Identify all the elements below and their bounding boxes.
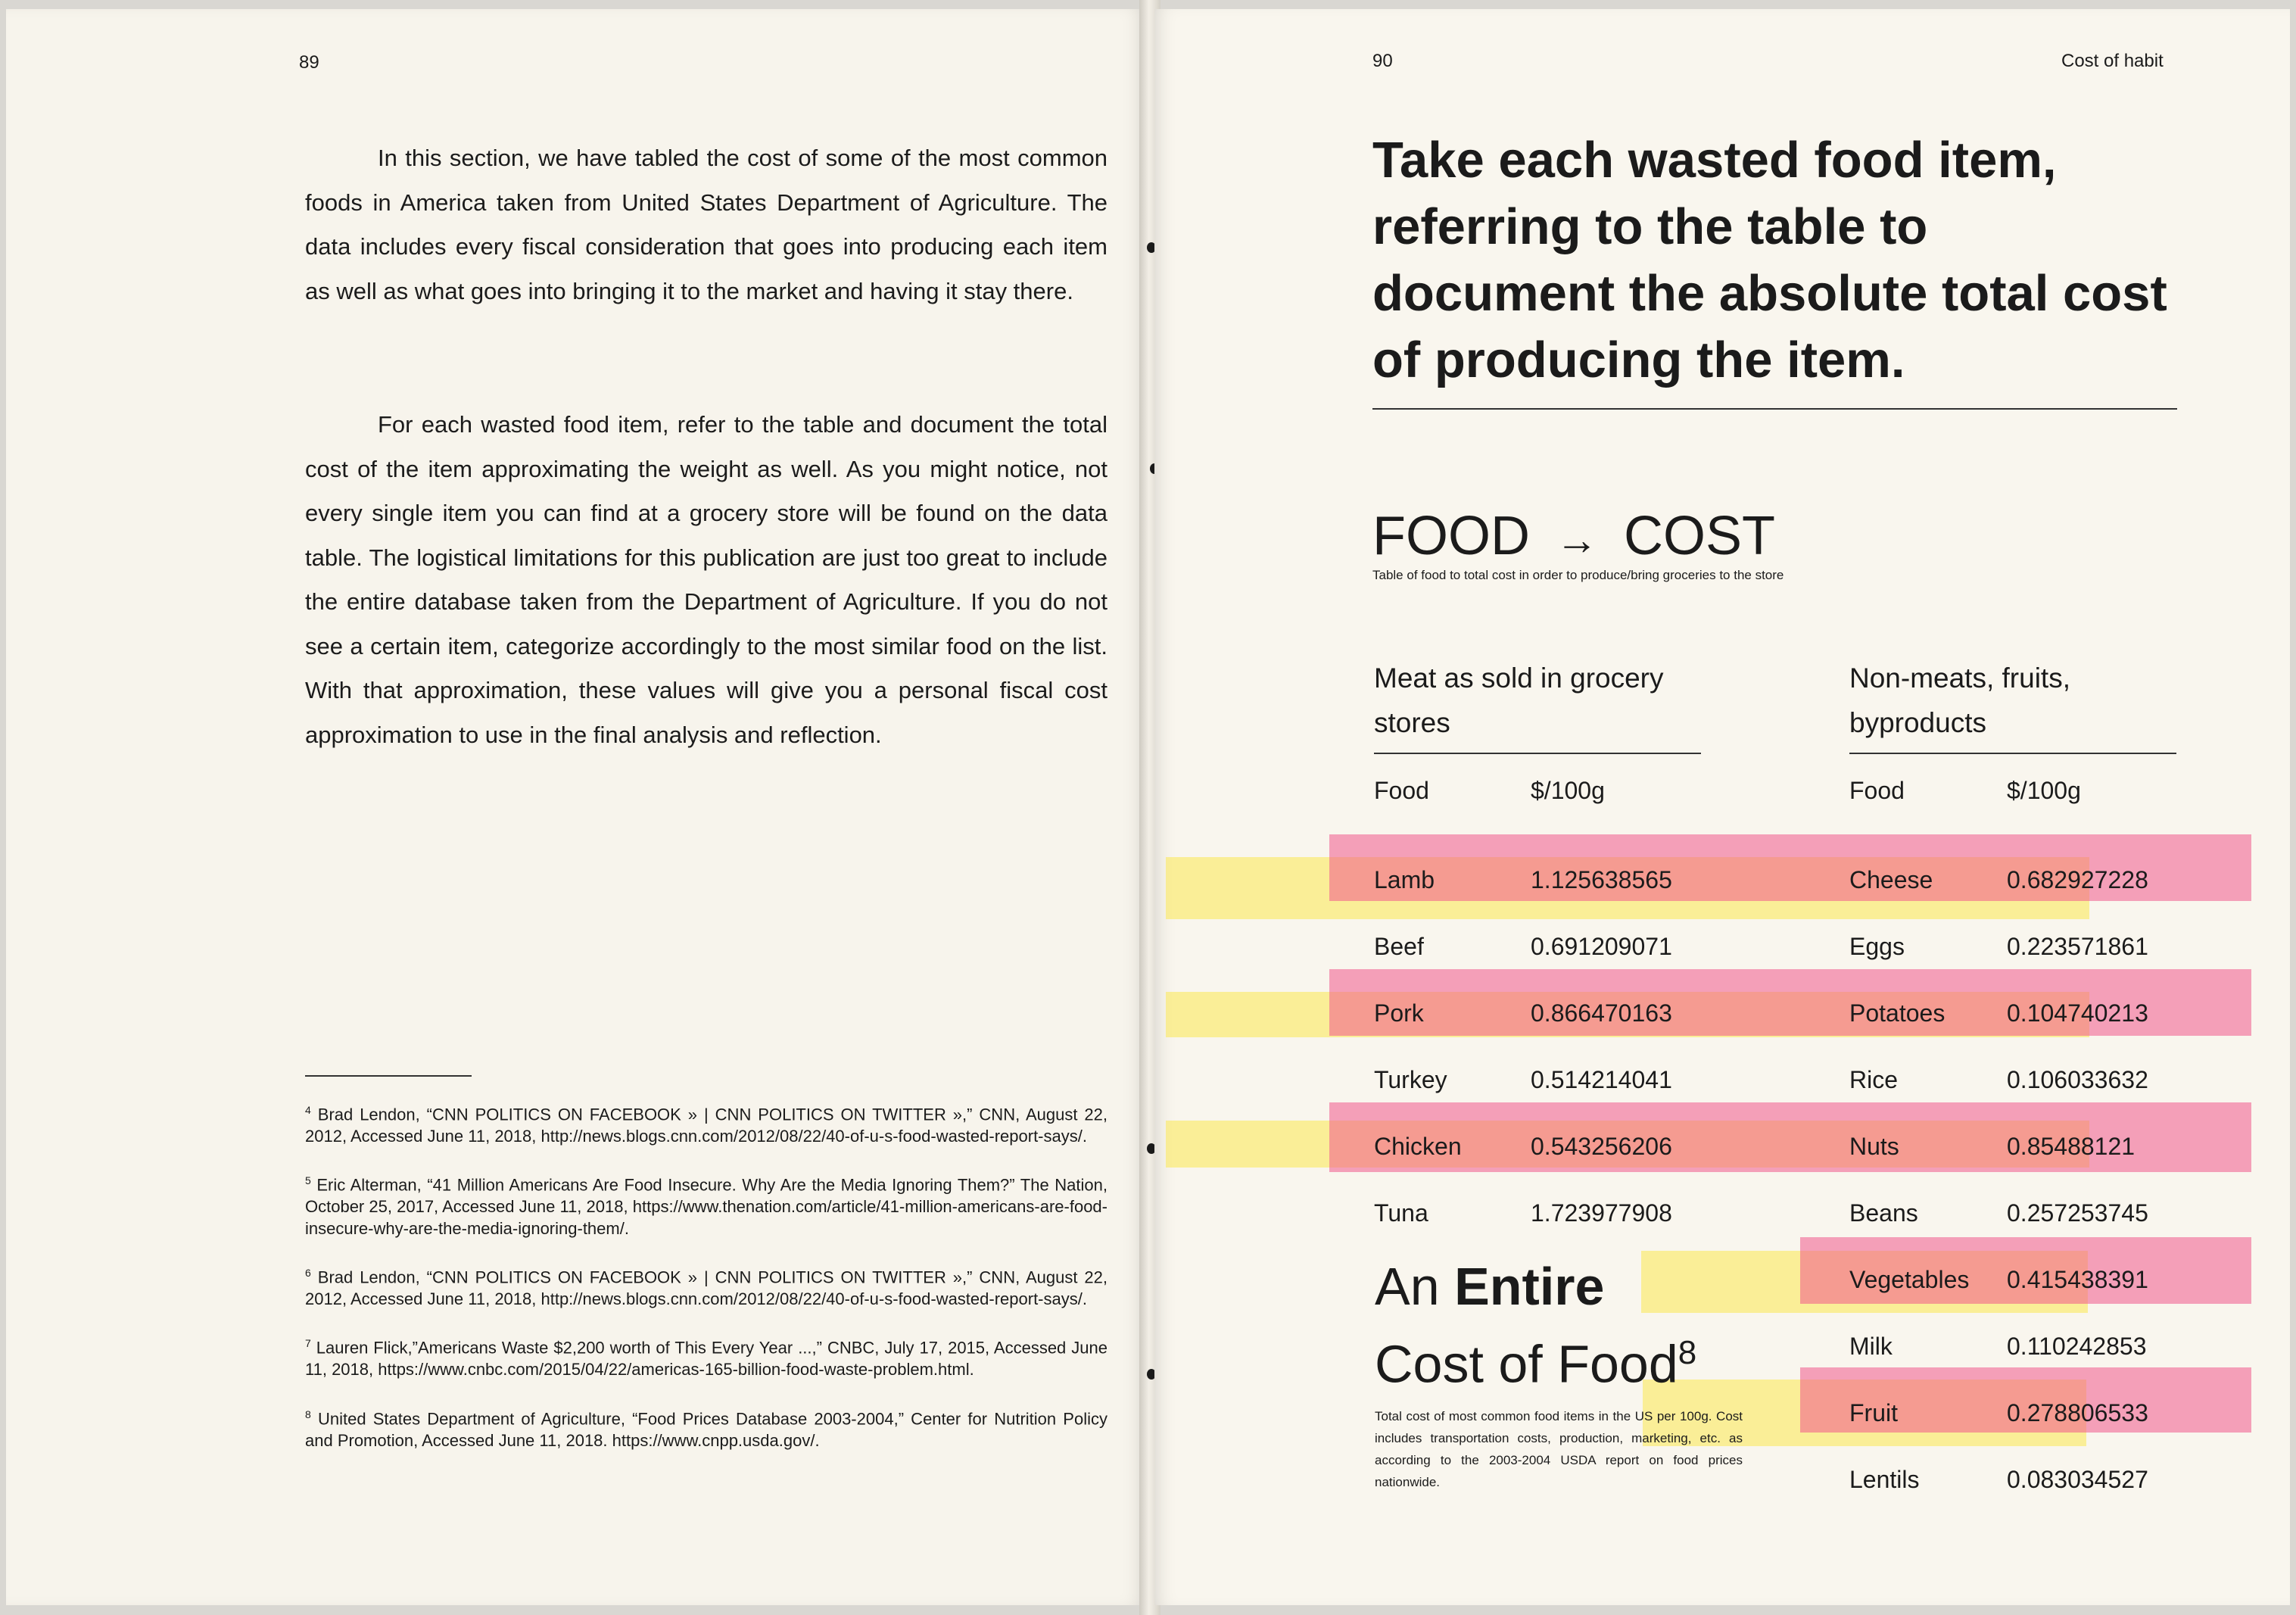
table-cell-price: 0.110242853 — [2007, 1333, 2147, 1360]
table-cell-food: Beef — [1374, 933, 1424, 960]
table-cell-food: Chicken — [1374, 1133, 1462, 1160]
footnote-number: 7 — [305, 1337, 311, 1350]
footnotes — [305, 1099, 1108, 1474]
table-cell-food: Tuna — [1374, 1199, 1428, 1227]
footnote — [305, 1404, 1108, 1451]
table-cell-food: Turkey — [1374, 1066, 1447, 1093]
table-title-food: FOOD — [1372, 506, 1530, 566]
entire-prefix: An — [1375, 1257, 1455, 1316]
footnote-text: Brad Lendon, “CNN POLITICS ON FACEBOOK » | CNN POLITICS ON TWITTER »,” CNN, August 22, 2012, Accessed June 11, 2018, http://news.blogs.cnn.com/2012/08/22/40-of-u-s-food-wasted-report-says/. — [305, 1267, 1108, 1308]
table-cell-food: Potatoes — [1849, 999, 1946, 1027]
table-cell-price: 0.104740213 — [2007, 999, 2148, 1027]
footnote — [305, 1170, 1108, 1239]
entire-cost-line-1 — [1375, 1253, 1696, 1320]
page-number: 90 — [1372, 51, 1393, 71]
footnote-text: Eric Alterman, “41 Million Americans Are Food Insecure. Why Are the Media Ignoring Them?” The Nation, October 25, 2017, Accessed June 11, 2018, https://www.thenation.com/article/41-million-americans-are-food-insecure-why-are-the-media-ignoring-them/. — [305, 1175, 1108, 1238]
column-header-food: Food — [1374, 777, 1429, 804]
group-header-meat: Meat as sold in grocery stores — [1374, 663, 1664, 738]
table-title-cost: COST — [1624, 506, 1776, 566]
table-cell-price: 1.723977908 — [1531, 1199, 1672, 1227]
footnote — [305, 1333, 1108, 1380]
table-cell-price: 1.125638565 — [1531, 866, 1672, 893]
table-cell-price: 0.514214041 — [1531, 1066, 1672, 1093]
footnote-rule — [305, 1075, 472, 1077]
table-cell-food: Lentils — [1849, 1466, 1920, 1493]
column-header-price: $/100g — [2007, 777, 2081, 804]
left-page — [6, 9, 1145, 1605]
page-heading: Take each wasted food item, referring to the table to document the absolute total cost of producing the item. — [1372, 132, 2167, 388]
entire-cost-title — [1375, 1253, 1696, 1397]
page-number: 89 — [299, 52, 319, 73]
table-cell-price: 0.866470163 — [1531, 999, 1672, 1027]
table-cell-food: Vegetables — [1849, 1266, 1970, 1293]
table-cell-price: 0.257253745 — [2007, 1199, 2148, 1227]
entire-line-2-text: Cost of Food — [1375, 1334, 1678, 1394]
entire-bold: Entire — [1454, 1257, 1605, 1316]
body-paragraph-2: For each wasted food item, refer to the table and document the total cost of the item approximating the weight as well. As you might notice, not every single item you can find at a grocery store will be found on the data table. The logistical limitations for this publication are just too great to include the entire database taken from the Department of Agriculture. If you do not see a certain item, categorize accordingly to the most similar food on the list. With that approximation, these values will give you a personal fiscal cost approximation to use in the final analysis and reflection. — [305, 411, 1108, 748]
column-header-food: Food — [1849, 777, 1905, 804]
table-cell-food: Rice — [1849, 1066, 1899, 1093]
table-cell-price: 0.106033632 — [2007, 1066, 2148, 1093]
footnote-text: Lauren Flick,”Americans Waste $2,200 worth of This Every Year ...,” CNBC, July 17, 2015, Accessed June 11, 2018, https://www.cnbc.com/2015/04/22/americas-165-billion-food-waste-problem.html. — [305, 1338, 1108, 1380]
table-cell-food: Cheese — [1849, 866, 1933, 893]
table-cell-price: 0.278806533 — [2007, 1399, 2148, 1426]
table-cell-price: 0.223571861 — [2007, 933, 2148, 960]
heading-rule — [1372, 408, 2177, 410]
body-paragraph-1: In this section, we have tabled the cost of some of the most common foods in America taken from United States Department of Agriculture. The data includes every fiscal consideration that goes into producing each item as well as what goes into bringing it to the market and having it stay there. — [305, 145, 1108, 304]
footnote — [305, 1262, 1108, 1310]
table-cell-price: 0.691209071 — [1531, 933, 1672, 960]
footnote-reference: 8 — [1678, 1334, 1697, 1371]
table-title — [1372, 506, 1775, 570]
table-cell-price: 0.682927228 — [2007, 866, 2148, 893]
table-cell-food: Fruit — [1849, 1399, 1898, 1426]
table-cell-food: Pork — [1374, 999, 1424, 1027]
table-cell-food: Lamb — [1374, 866, 1435, 893]
table-cell-price: 0.083034527 — [2007, 1466, 2148, 1493]
group-header-nonmeat: Non-meats, fruits, byproducts — [1849, 663, 2070, 738]
entire-cost-description: Total cost of most common food items in the US per 100g. Cost includes transportation costs, production, marketing, etc. as according to the 2003-2004 USDA report on food prices nationwide. — [1375, 1409, 1743, 1489]
column-header-price: $/100g — [1531, 777, 1605, 804]
footnote-text: United States Department of Agriculture, “Food Prices Database 2003-2004,” Center for Nutrition Policy and Promotion, Accessed June 11, 2018. https://www.cnpp.usda.gov/. — [305, 1409, 1108, 1450]
footnote-number: 4 — [305, 1104, 311, 1116]
footnote-text: Brad Lendon, “CNN POLITICS ON FACEBOOK » | CNN POLITICS ON TWITTER »,” CNN, August 22, 2012, Accessed June 11, 2018, http://news.blogs.cnn.com/2012/08/22/40-of-u-s-food-wasted-report-says/. — [305, 1105, 1108, 1146]
group-rule — [1374, 753, 1701, 754]
group-rule — [1849, 753, 2176, 754]
table-cell-price: 0.415438391 — [2007, 1266, 2148, 1293]
footnote — [305, 1099, 1108, 1147]
table-cell-price: 0.85488121 — [2007, 1133, 2136, 1160]
show-through-text — [233, 282, 258, 377]
table-cell-food: Beans — [1849, 1199, 1918, 1227]
arrow-icon: → — [1556, 516, 1598, 563]
footnote-number: 5 — [305, 1174, 311, 1187]
footnote-number: 6 — [305, 1267, 311, 1280]
table-cell-food: Nuts — [1849, 1133, 1899, 1160]
entire-cost-line-2 — [1375, 1320, 1696, 1397]
table-cell-price: 0.543256206 — [1531, 1133, 1672, 1160]
running-head: Cost of habit — [2061, 51, 2164, 71]
footnote-number: 8 — [305, 1408, 311, 1420]
table-cell-food: Milk — [1849, 1333, 1893, 1360]
table-cell-food: Eggs — [1849, 933, 1905, 960]
table-subtitle: Table of food to total cost in order to produce/bring groceries to the store — [1372, 568, 1784, 582]
